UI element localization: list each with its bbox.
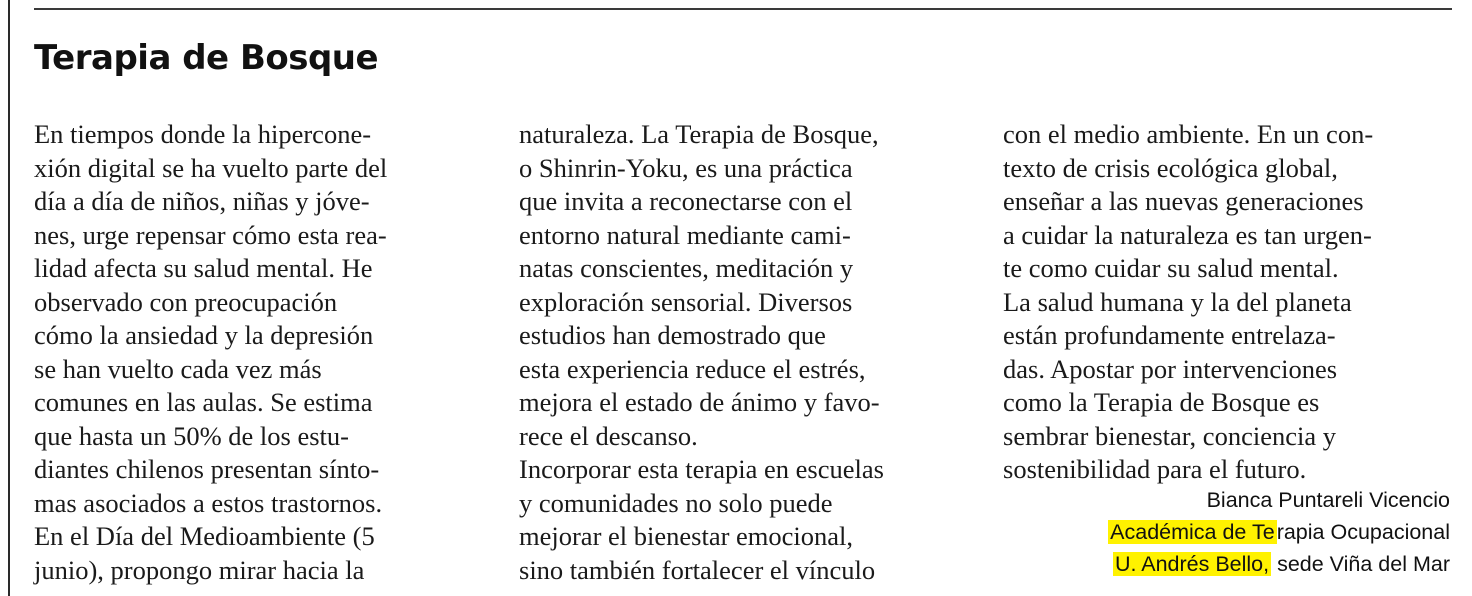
article-line: natas conscientes, meditación y (519, 253, 854, 283)
article-line: mejorar el bienestar emocional, (519, 521, 854, 551)
role-rest: rapia Ocupacional (1276, 520, 1450, 544)
article-line: mas asociados a estos trastornos. (34, 487, 383, 518)
article-line: xión digital se ha vuelto parte del (34, 152, 388, 183)
article-line: texto de crisis ecológica global, (1003, 152, 1338, 183)
article-line: naturaleza. La Terapia de Bosque, (519, 119, 879, 149)
article-line: se han vuelto cada vez más (34, 353, 322, 384)
author-name: Bianca Puntareli Vicencio (1206, 488, 1450, 512)
article-column-3 (1003, 118, 1455, 487)
article-line: que hasta un 50% de los estu- (34, 420, 349, 451)
article-column-2 (519, 118, 971, 587)
article-line: comunes en las aulas. Se estima (34, 387, 373, 417)
author-institution (1108, 548, 1450, 580)
article-column-1 (34, 118, 486, 587)
article-line: observado con preocupación (34, 286, 338, 317)
article-line: están profundamente entrelaza- (1003, 320, 1336, 350)
article-line: cómo la ansiedad y la depresión (34, 320, 374, 350)
article-line: rece el descanso. (519, 420, 698, 451)
article-line: sino también fortalecer el vínculo (519, 554, 876, 585)
article-line: lidad afecta su salud mental. He (34, 253, 373, 283)
institution-rest: sede Viña del Mar (1271, 552, 1450, 576)
article-line: como la Terapia de Bosque es (1003, 387, 1320, 417)
left-column-rule (8, 0, 10, 596)
article-line: nes, urge repensar cómo esta rea- (34, 219, 387, 250)
role-highlight: Académica de Te (1110, 520, 1275, 544)
article-line: sembrar bienestar, conciencia y (1003, 420, 1336, 451)
article-line: sostenibilidad para el futuro. (1003, 454, 1307, 484)
article-line: esta experiencia reduce el estrés, (519, 353, 866, 384)
article-line: exploración sensorial. Diversos (519, 286, 853, 317)
institution-highlight: U. Andrés Bello, (1114, 552, 1270, 576)
article-line: a cuidar la naturaleza es tan urgen- (1003, 219, 1372, 250)
article-line: estudios han demostrado que (519, 320, 826, 350)
article-line: mejora el estado de ánimo y favo- (519, 387, 880, 417)
article-line: En el Día del Medioambiente (5 (34, 521, 375, 551)
article-line: En tiempos donde la hipercone- (34, 119, 372, 149)
article-line: entorno natural mediante cami- (519, 219, 851, 250)
author-role (1108, 516, 1450, 548)
signature-block (1108, 484, 1450, 580)
article-line: Incorporar esta terapia en escuelas (519, 454, 884, 484)
article-line: con el medio ambiente. En un con- (1003, 119, 1374, 149)
article-line: junio), propongo mirar hacia la (34, 554, 365, 585)
top-rule (34, 8, 1452, 10)
article-line: enseñar a las nuevas generaciones (1003, 186, 1364, 216)
article-line: te como cuidar su salud mental. (1003, 253, 1339, 283)
article-line: das. Apostar por intervenciones (1003, 353, 1338, 384)
article-line: día a día de niños, niñas y jóve- (34, 186, 370, 216)
article-line: La salud humana y la del planeta (1003, 286, 1352, 317)
article-line: diantes chilenos presentan sínto- (34, 454, 380, 484)
article-line: y comunidades no solo puede (519, 487, 833, 518)
article-line: o Shinrin-Yoku, es una práctica (519, 152, 853, 183)
article-line: que invita a reconectarse con el (519, 186, 853, 216)
headline: Terapia de Bosque (34, 38, 379, 78)
